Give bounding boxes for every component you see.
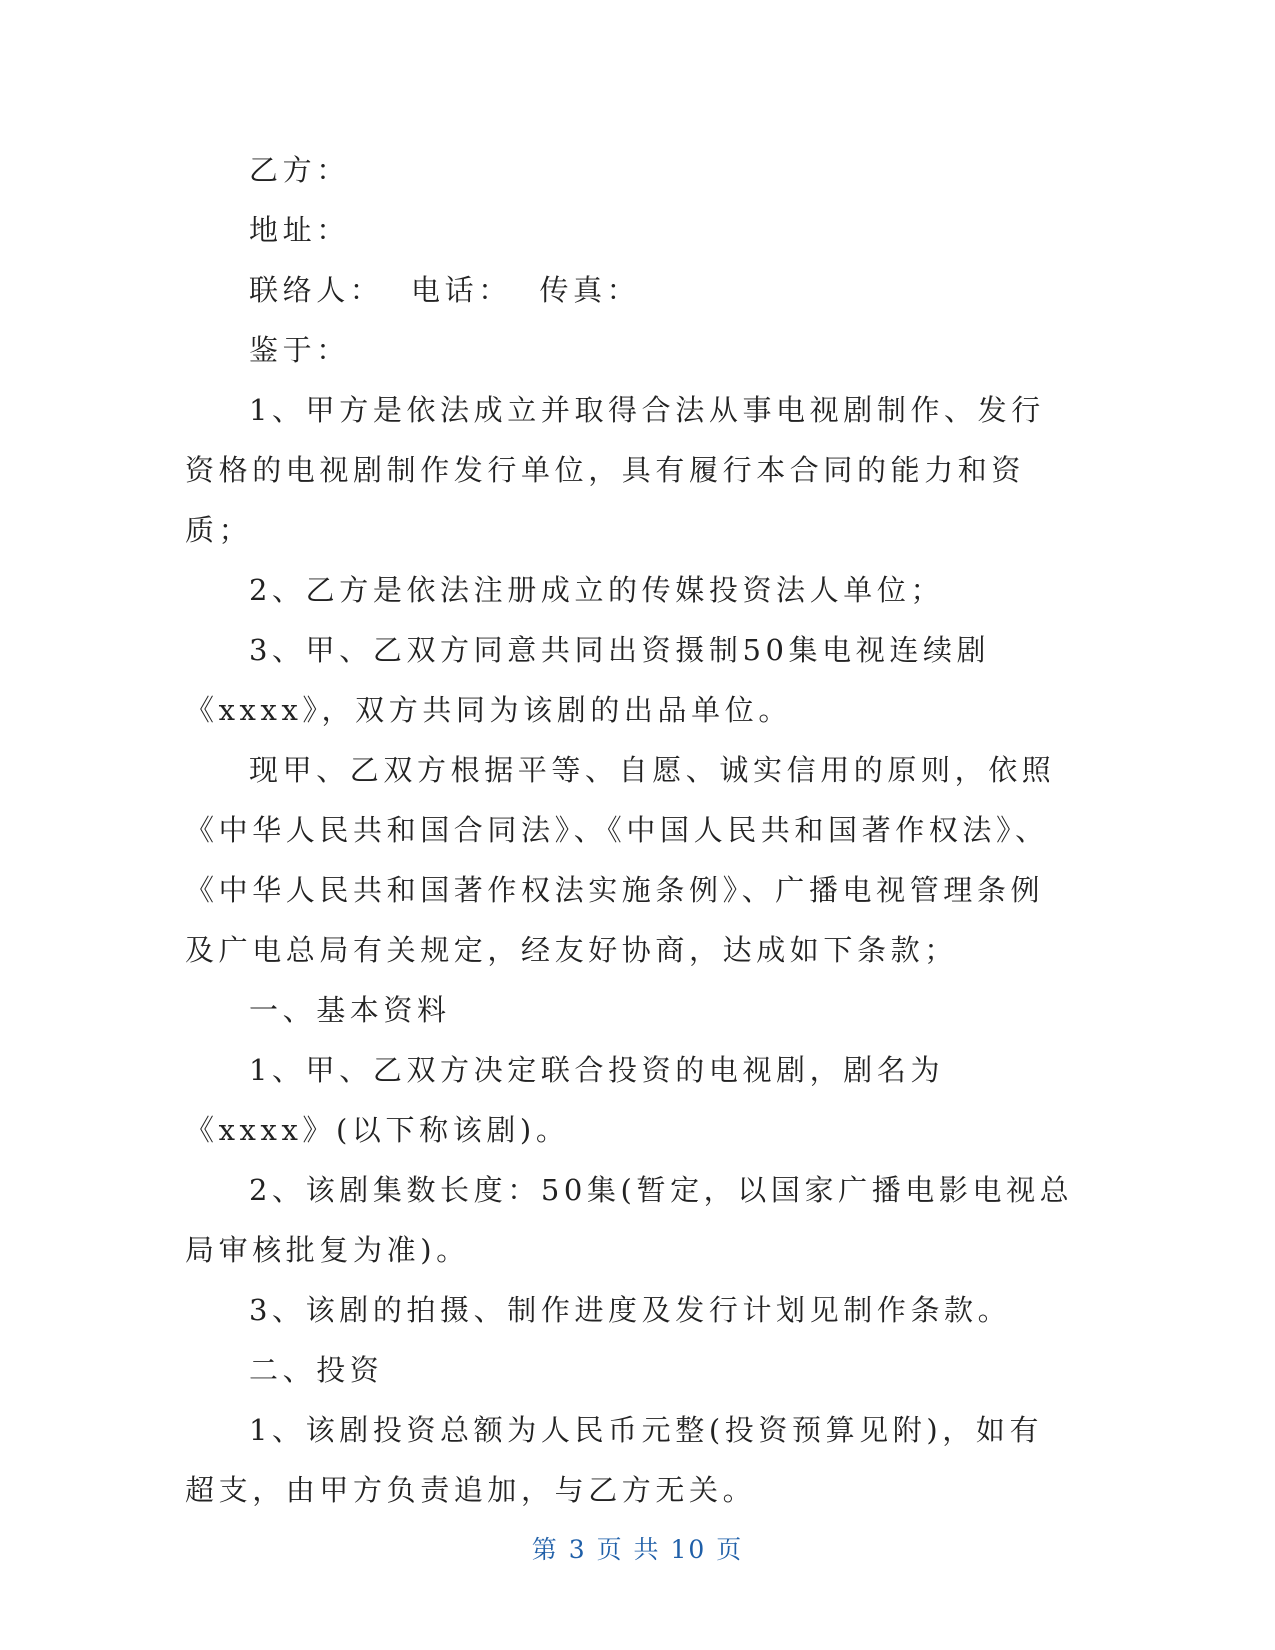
whereas-heading: 鉴于： (249, 333, 350, 367)
agreement-basis-paragraph: 现甲、乙双方根据平等、自愿、诚实信用的原则，依照《中华人民共和国合同法》、《中国人民共和国著作权法》、《中华人民共和国著作权法实施条例》、广播电视管理条例及广电总局有关规定，经友好协商，达成如下条款； (185, 753, 1056, 967)
address-line: 地址： (249, 213, 350, 247)
page-footer-middle: 页 共 (596, 1535, 661, 1564)
section-heading-basic-info: 一、基本资料 (249, 993, 451, 1027)
page-footer-suffix: 页 (716, 1535, 744, 1564)
section-heading-investment: 二、投资 (249, 1353, 384, 1387)
basic-info-item-1: 1、甲、乙双方决定联合投资的电视剧，剧名为《xxxx》(以下称该剧)。 (185, 1053, 945, 1147)
investment-item-1: 1、该剧投资总额为人民币元整(投资预算见附)，如有超支，由甲方负责追加，与乙方无关。 (185, 1413, 1044, 1507)
whereas-item-3: 3、甲、乙双方同意共同出资摄制50集电视连续剧《xxxx》，双方共同为该剧的出品单位。 (185, 633, 991, 727)
page-number-current: 3 (568, 1535, 587, 1564)
document-body (185, 140, 1075, 1520)
whereas-item-1: 1、甲方是依法成立并取得合法从事电视剧制作、发行资格的电视剧制作发行单位，具有履行本合同的能力和资质； (185, 393, 1045, 547)
basic-info-item-2: 2、该剧集数长度：50集(暂定，以国家广播电影电视总局审核批复为准)。 (185, 1173, 1074, 1267)
basic-info-item-3: 3、该剧的拍摄、制作进度及发行计划见制作条款。 (249, 1293, 1012, 1327)
page-number-total: 10 (670, 1535, 707, 1564)
contact-line: 联络人： 电话： 传真： (249, 273, 641, 307)
page-footer (0, 1530, 1275, 1570)
party-b-line: 乙方： (249, 153, 350, 187)
whereas-item-2: 2、乙方是依法注册成立的传媒投资法人单位； (249, 573, 945, 607)
page-footer-prefix: 第 (531, 1535, 559, 1564)
